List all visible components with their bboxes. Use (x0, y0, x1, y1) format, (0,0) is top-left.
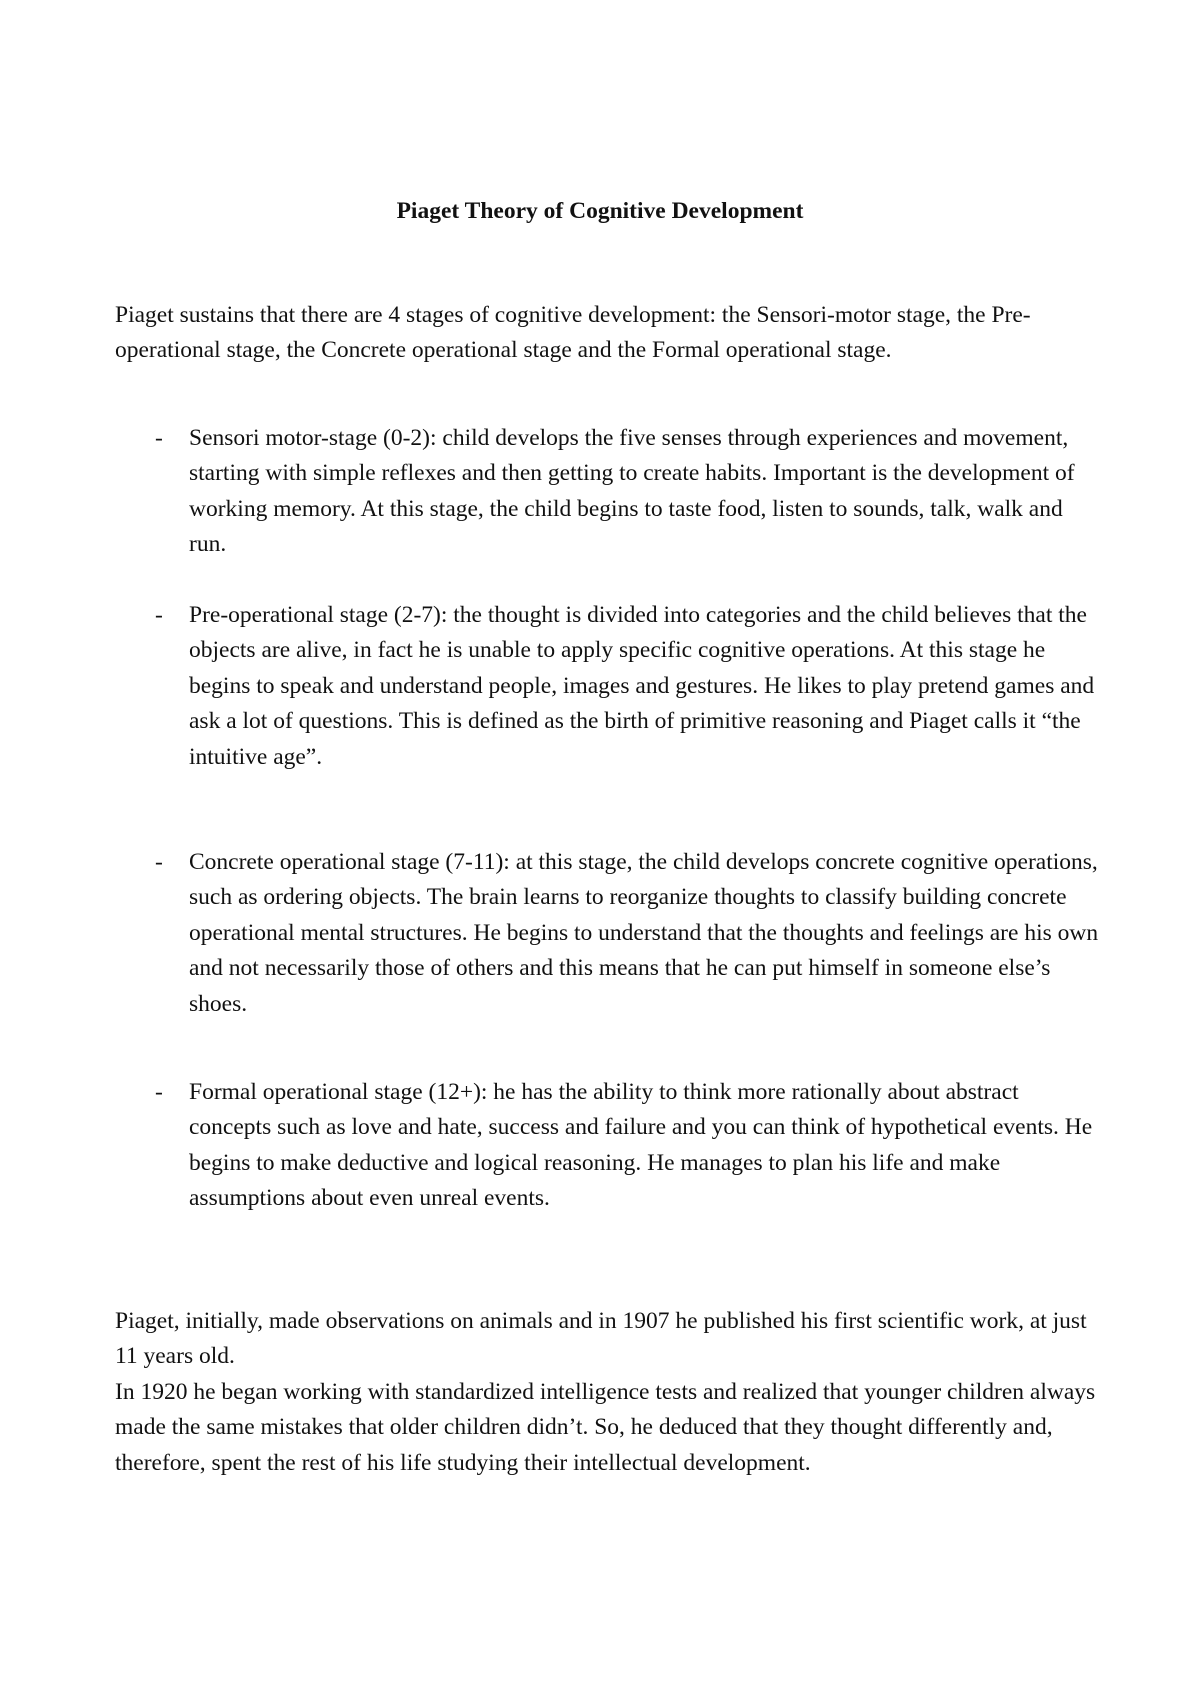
document-title: Piaget Theory of Cognitive Development (396, 198, 804, 224)
bullet-dash: - (155, 1079, 163, 1105)
closing-paragraph-1: Piaget, initially, made observations on animals and in 1907 he published his first scientific work, at just 11 years old. (115, 1308, 1087, 1370)
stage-text-formal-operational: Formal operational stage (12+): he has the ability to think more rationally about abstract concepts such as love and hate, success and failure and you can think of hypothetical events. He begins to make deductive and logical reasoning. He manages to plan his life and make assumptions about even unreal events. (189, 1079, 1093, 1212)
stage-text-concrete-operational: Concrete operational stage (7-11): at this stage, the child develops concrete cognitive operations, such as ordering objects. The brain learns to reorganize thoughts to classify building concrete operational mental structures. He begins to understand that the thoughts and feelings are his own and not necessarily those of others and this means that he can put himself in someone else’s shoes. (189, 849, 1099, 1017)
bullet-dash: - (155, 602, 163, 628)
bullet-dash: - (155, 425, 163, 451)
stage-text-preoperational: Pre-operational stage (2-7): the thought is divided into categories and the child believes that the objects are alive, in fact he is unable to apply specific cognitive operations. At this stage he begins to speak and understand people, images and gestures. He likes to play pretend games and ask a lot of questions. This is defined as the birth of primitive reasoning and Piaget calls it “the intuitive age”. (189, 602, 1095, 770)
bullet-dash: - (155, 849, 163, 875)
intro-paragraph: Piaget sustains that there are 4 stages of cognitive development: the Sensori-motor stage, the Pre-operational stage, the Concrete operational stage and the Formal operational stage. (115, 302, 1031, 364)
closing-paragraph-2: In 1920 he began working with standardized intelligence tests and realized that younger children always made the same mistakes that older children didn’t. So, he deduced that they thought differently and, therefore, spent the rest of his life studying their intellectual development. (115, 1379, 1096, 1476)
stage-text-sensorimotor: Sensori motor-stage (0-2): child develops the five senses through experiences and movement, starting with simple reflexes and then getting to create habits. Important is the development of working memory. At this stage, the child begins to taste food, listen to sounds, talk, walk and run. (189, 425, 1075, 558)
